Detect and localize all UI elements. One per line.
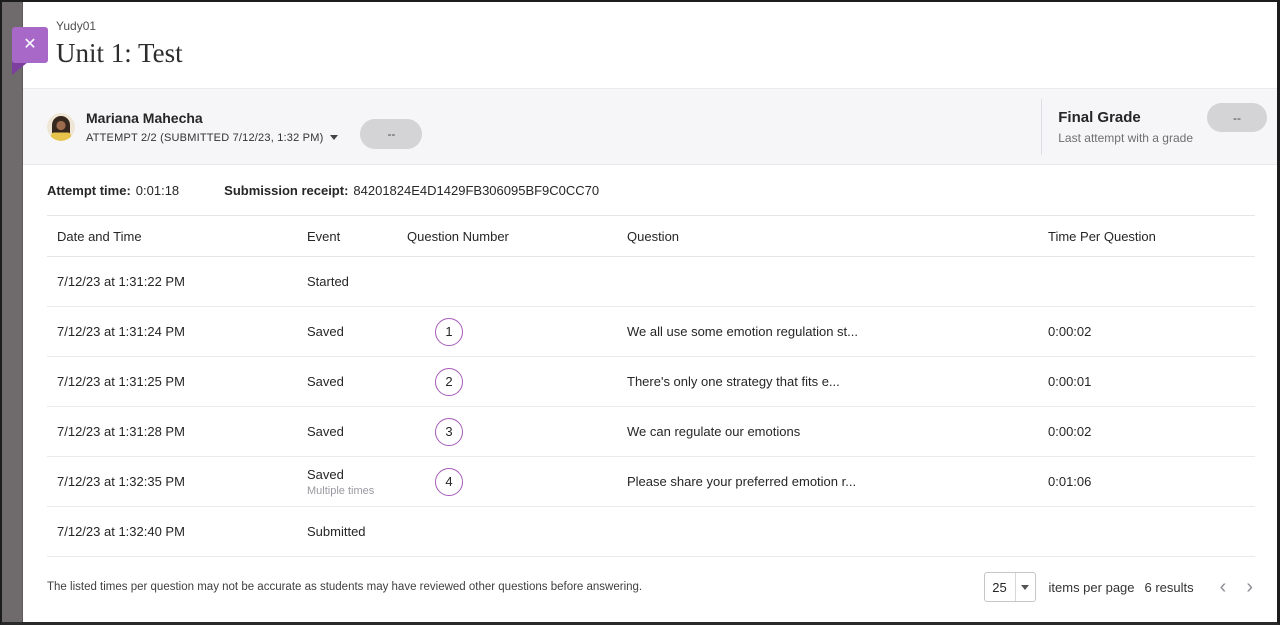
table-row (47, 307, 1255, 357)
column-header-event: Event (307, 228, 341, 244)
event-label: Saved (307, 374, 344, 389)
cell-time: 0:01:06 (1048, 474, 1092, 489)
attempt-time-value: 0:01:18 (135, 182, 180, 198)
final-grade-block (1058, 109, 1193, 145)
cell-datetime: 7/12/23 at 1:31:28 PM (57, 424, 185, 439)
vertical-divider (1041, 99, 1042, 155)
attempt-label: ATTEMPT 2/2 (SUBMITTED 7/12/23, 1:32 PM) (86, 131, 324, 144)
table-row (47, 257, 1255, 307)
cell-question-number (407, 368, 627, 396)
select-caret (1015, 573, 1035, 601)
final-grade-title: Final Grade (1058, 108, 1141, 126)
page-title: Unit 1: Test (56, 38, 183, 68)
student-name: Mariana Mahecha (86, 109, 203, 126)
table-row (47, 457, 1255, 507)
cell-question-number (407, 468, 627, 496)
cell-question-number (407, 318, 627, 346)
cell-question: We all use some emotion regulation st... (627, 324, 858, 339)
event-sublabel: Multiple times (307, 484, 375, 497)
cell-datetime: 7/12/23 at 1:31:22 PM (57, 274, 185, 289)
items-per-page-value: 25 (992, 579, 1007, 595)
cell-datetime: 7/12/23 at 1:32:35 PM (57, 474, 185, 489)
chevron-down-icon (330, 135, 338, 140)
chevron-down-icon (1021, 585, 1029, 590)
main-content (23, 2, 1277, 622)
cell-event (307, 274, 407, 289)
student-info (86, 110, 338, 144)
cell-event (307, 324, 407, 339)
cell-event (307, 424, 407, 439)
cell-datetime: 7/12/23 at 1:32:40 PM (57, 524, 185, 539)
question-number-badge: 3 (435, 418, 463, 446)
left-rail (2, 2, 23, 622)
attempt-grade-pill[interactable]: -- (360, 119, 422, 149)
pagination-controls (984, 572, 1253, 602)
chevron-right-icon: › (1246, 576, 1253, 598)
question-number-badge: 4 (435, 468, 463, 496)
cell-question: Please share your preferred emotion r... (627, 474, 857, 489)
student-avatar (47, 113, 75, 141)
cell-question: There's only one strategy that fits e... (627, 374, 840, 389)
cell-time: 0:00:01 (1048, 374, 1092, 389)
course-id: Yudy01 (56, 19, 97, 33)
submission-receipt-value: 84201824E4D1429FB306095BF9C0CC70 (353, 182, 600, 198)
table-row (47, 357, 1255, 407)
event-label: Saved (307, 324, 344, 339)
cell-question: We can regulate our emotions (627, 424, 801, 439)
table-header-row (47, 216, 1255, 257)
question-number-badge: 1 (435, 318, 463, 346)
cell-event (307, 467, 407, 497)
cell-event (307, 374, 407, 389)
attempt-time (47, 183, 179, 198)
previous-page-button[interactable] (1220, 577, 1227, 597)
event-label: Submitted (307, 524, 366, 539)
cell-event (307, 524, 407, 539)
attempt-meta-row (47, 165, 1255, 216)
table-row (47, 507, 1255, 557)
tag-fold-decoration (12, 62, 28, 75)
event-label: Saved (307, 466, 344, 482)
final-grade-pill[interactable]: -- (1207, 103, 1267, 132)
submission-receipt (224, 183, 599, 198)
event-label: Started (307, 274, 349, 289)
submission-receipt-label: Submission receipt: (224, 182, 349, 198)
cell-question-number (407, 418, 627, 446)
close-icon: ✕ (23, 36, 37, 53)
column-header-question-number: Question Number (407, 228, 509, 244)
event-label: Saved (307, 424, 344, 439)
avatar-image (47, 113, 75, 141)
table-row (47, 407, 1255, 457)
cell-datetime: 7/12/23 at 1:31:25 PM (57, 374, 185, 389)
final-grade-subtitle: Last attempt with a grade (1058, 130, 1193, 145)
timing-disclaimer: The listed times per question may not be accurate as students may have reviewed other questions before answering. (47, 581, 643, 593)
cell-time: 0:00:02 (1048, 324, 1092, 339)
results-count: 6 results (1144, 579, 1194, 595)
column-header-time: Time Per Question (1048, 228, 1156, 244)
question-number-badge: 2 (435, 368, 463, 396)
next-page-button[interactable] (1246, 577, 1253, 597)
items-per-page-label: items per page (1048, 579, 1135, 595)
close-panel-button[interactable] (12, 27, 48, 63)
student-attempt-bar (23, 88, 1277, 165)
items-per-page-select[interactable] (984, 572, 1036, 602)
cell-datetime: 7/12/23 at 1:31:24 PM (57, 324, 185, 339)
attempt-records (47, 165, 1255, 557)
column-header-question: Question (627, 228, 680, 244)
chevron-left-icon: ‹ (1219, 576, 1227, 598)
column-header-date: Date and Time (57, 228, 142, 244)
attempt-time-label: Attempt time: (47, 182, 131, 198)
attempt-selector[interactable] (86, 132, 338, 144)
page-header (23, 2, 1277, 88)
cell-time: 0:00:02 (1048, 424, 1092, 439)
page-footer (23, 564, 1277, 622)
